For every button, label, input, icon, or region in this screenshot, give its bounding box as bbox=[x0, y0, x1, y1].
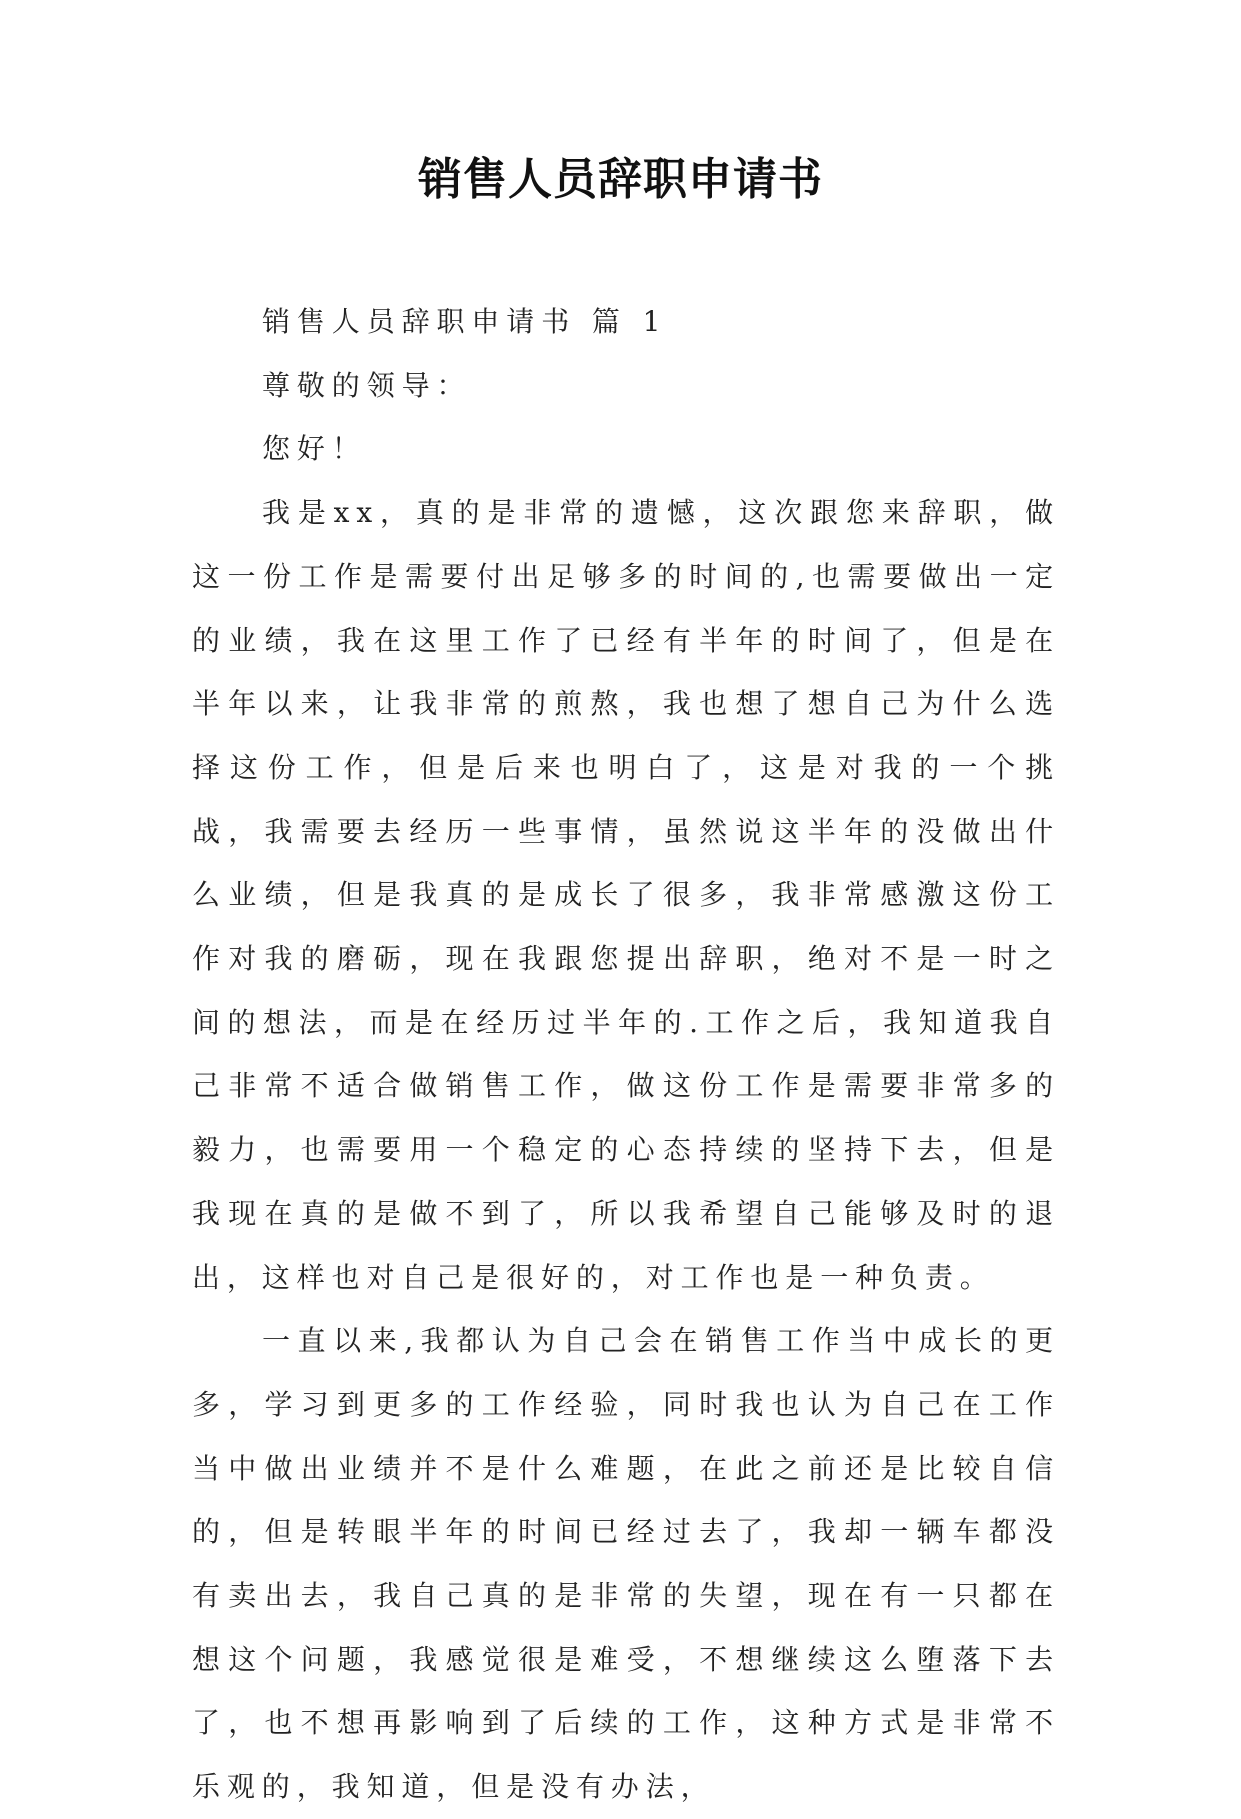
salutation: 尊敬的领导： bbox=[262, 368, 472, 402]
document-body bbox=[192, 290, 1060, 1819]
paragraph: 一直以来,我都认为自己会在销售工作当中成长的更多，学习到更多的工作经验，同时我也认为自己在工作当中做出业绩并不是什么难题，在此之前还是比较自信的，但是转眼半年的时间已经过去了，我却一辆车都没有卖出去，我自己真的是非常的失望，现在有一只都在想这个问题，我感觉很是难受，不想继续这么堕落下去了，也不想再影响到了后续的工作，这种方式是非常不乐观的，我知道，但是没有办法， bbox=[192, 1324, 1060, 1804]
document-title: 销售人员辞职申请书 bbox=[418, 154, 823, 205]
section-heading: 销售人员辞职申请书 篇 1 bbox=[262, 305, 668, 338]
paragraph: 我是xx，真的是非常的遗憾，这次跟您来辞职，做这一份工作是需要付出足够多的时间的,也需要做出一定的业绩，我在这里工作了已经有半年的时间了，但是在半年以来，让我非常的煎熬，我也想了想自己为什么选择这份工作，但是后来也明白了，这是对我的一个挑战，我需要去经历一些事情，虽然说这半年的没做出什么业绩，但是我真的是成长了很多，我非常感激这份工作对我的磨砺，现在我跟您提出辞职，绝对不是一时之间的想法，而是在经历过半年的.工作之后，我知道我自己非常不适合做销售工作，做这份工作是需要非常多的毅力，也需要用一个稳定的心态持续的坚持下去，但是我现在真的是做不到了，所以我希望自己能够及时的退出，这样也对自己是很好的，对工作也是一种负责。 bbox=[192, 496, 1060, 1294]
greeting: 您好！ bbox=[262, 432, 367, 466]
